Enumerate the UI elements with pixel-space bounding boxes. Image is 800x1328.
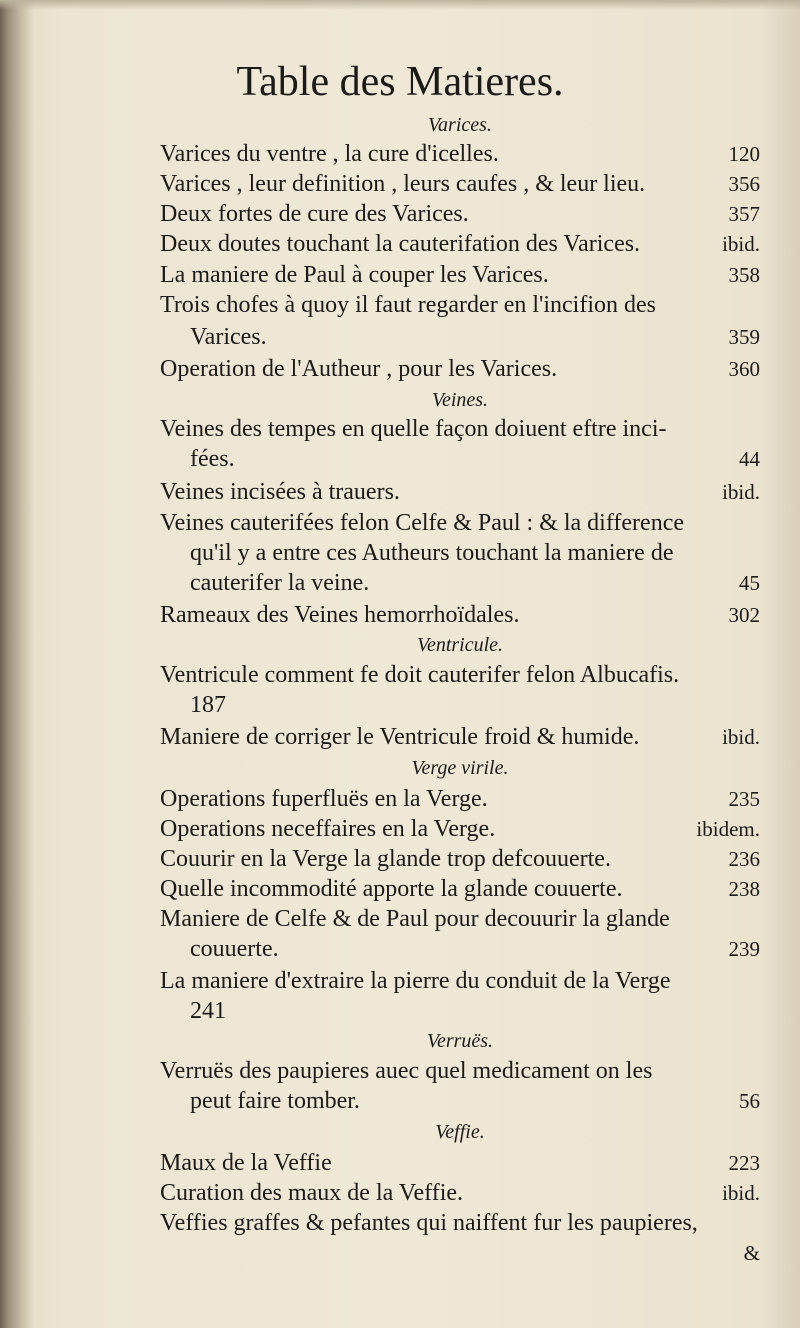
index-entry: [160, 137, 760, 171]
entry-text: Couurir en la Verge la glande trop defcouuerte.: [160, 846, 611, 872]
index-entry-continuation: [190, 994, 760, 1028]
index-entry: [160, 782, 760, 816]
entry-page: ibid.: [722, 1181, 760, 1205]
entry-page: 236: [728, 847, 760, 871]
entry-text: qu'il y a entre ces Autheurs touchant la maniere de: [190, 540, 674, 566]
section-heading-ventricule: Ventricule.: [416, 634, 504, 656]
entry-text: Veines incisées à trauers.: [160, 479, 400, 505]
index-entry: [160, 412, 760, 446]
entry-text: Operations neceffaires en la Verge.: [160, 816, 496, 842]
entry-text: Deux doutes touchant la cauterifation des Varices.: [160, 231, 641, 257]
entry-page: ibidem.: [696, 817, 760, 841]
entry-text: 187: [190, 692, 226, 718]
index-entry-continuation: [190, 566, 760, 600]
index-entry-continuation: [190, 688, 760, 722]
index-entry: [160, 964, 760, 998]
entry-text: fées.: [190, 446, 235, 472]
entry-page: 56: [739, 1089, 760, 1113]
entry-text: 241: [190, 998, 226, 1024]
entry-text: Varices , leur definition , leurs caufes , & leur lieu.: [160, 171, 646, 197]
entry-text: Veffies graffes & pefantes qui naiffent fur les paupieres,: [160, 1210, 698, 1236]
entry-page: 235: [728, 787, 760, 811]
entry-page: 302: [728, 603, 760, 627]
entry-text: Deux fortes de cure des Varices.: [160, 201, 469, 227]
entry-text: Veines des tempes en quelle façon doiuent eftre inci-: [160, 416, 667, 442]
entry-page: 239: [728, 937, 760, 961]
section-heading-verrues: Verruës.: [426, 1030, 494, 1052]
page-gutter: [0, 0, 34, 1328]
index-entry: [160, 506, 760, 540]
entry-page: 356: [728, 172, 760, 196]
entry-page: ibid.: [722, 480, 760, 504]
entry-page: ibid.: [722, 232, 760, 256]
section-heading-veines: Veines.: [431, 389, 489, 411]
index-entry: [160, 352, 760, 386]
index-entry: [160, 842, 760, 876]
entry-text: Varices du ventre , la cure d'icelles.: [160, 141, 499, 167]
entry-text: couuerte.: [190, 936, 279, 962]
entry-text: Ventricule comment fe doit cauterifer felon Albucafis.: [160, 662, 680, 688]
entry-text: La maniere d'extraire la pierre du conduit de la Verge: [160, 968, 671, 994]
page-title: Table des Matieres.: [236, 59, 564, 105]
catchword: [160, 1236, 760, 1270]
page-top-edge: [0, 0, 800, 10]
index-entry: [160, 720, 760, 754]
entry-text: Veines cauterifées felon Celfe & Paul : & la difference: [160, 510, 685, 536]
entry-text: Maniere de Celfe & de Paul pour decouurir la glande: [160, 906, 670, 932]
entry-text: Verruës des paupieres auec quel medicament on les: [160, 1058, 653, 1084]
entry-text: Quelle incommodité apporte la glande couuerte.: [160, 876, 623, 902]
entry-page: &: [743, 1241, 760, 1265]
index-entry: [160, 475, 760, 509]
entry-text: Rameaux des Veines hemorrhoïdales.: [160, 602, 520, 628]
index-entry: [160, 1054, 760, 1088]
entry-page: ibid.: [722, 725, 760, 749]
section-heading-veffie: Veffie.: [435, 1121, 485, 1143]
section-heading-varices: Varices.: [428, 114, 492, 136]
entry-text: cauterifer la veine.: [190, 570, 370, 596]
entry-page: 360: [728, 357, 760, 381]
index-entry: [160, 658, 760, 692]
index-entry: [160, 227, 760, 261]
entry-page: 358: [728, 263, 760, 287]
entry-text: Operations fuperfluës en la Verge.: [160, 786, 488, 812]
index-entry: [160, 197, 760, 231]
entry-text: Trois chofes à quoy il faut regarder en l'incifion des: [160, 292, 656, 318]
index-entry-continuation: [190, 442, 760, 476]
index-entry-continuation: [190, 932, 760, 966]
index-entry: [160, 1206, 760, 1240]
entry-page: 45: [739, 571, 760, 595]
entry-text: Maniere de corriger le Ventricule froid & humide.: [160, 724, 640, 750]
entry-page: 120: [728, 142, 760, 166]
index-entry-continuation: [190, 1084, 760, 1118]
index-entry-continuation: [190, 320, 760, 354]
entry-text: Curation des maux de la Veffie.: [160, 1180, 464, 1206]
entry-text: Varices.: [190, 324, 267, 350]
section-heading-verge-virile: Verge virile.: [411, 757, 509, 779]
index-entry: [160, 288, 760, 322]
entry-page: 359: [728, 325, 760, 349]
entry-page: 238: [728, 877, 760, 901]
index-entry: [160, 1176, 760, 1210]
entry-page: 223: [728, 1151, 760, 1175]
entry-text: La maniere de Paul à couper les Varices.: [160, 262, 549, 288]
entry-text: peut faire tomber.: [190, 1088, 360, 1114]
entry-text: Operation de l'Autheur , pour les Varices.: [160, 356, 558, 382]
index-entry: [160, 167, 760, 201]
index-entry: [160, 812, 760, 846]
index-entry: [160, 258, 760, 292]
index-entry: [160, 598, 760, 632]
entry-text: Maux de la Veffie: [160, 1150, 332, 1176]
entry-page: 357: [728, 202, 760, 226]
index-entry: [160, 1146, 760, 1180]
index-entry: [160, 872, 760, 906]
entry-page: 44: [739, 447, 760, 471]
index-entry: [160, 902, 760, 936]
index-entry-continuation: [190, 536, 760, 570]
